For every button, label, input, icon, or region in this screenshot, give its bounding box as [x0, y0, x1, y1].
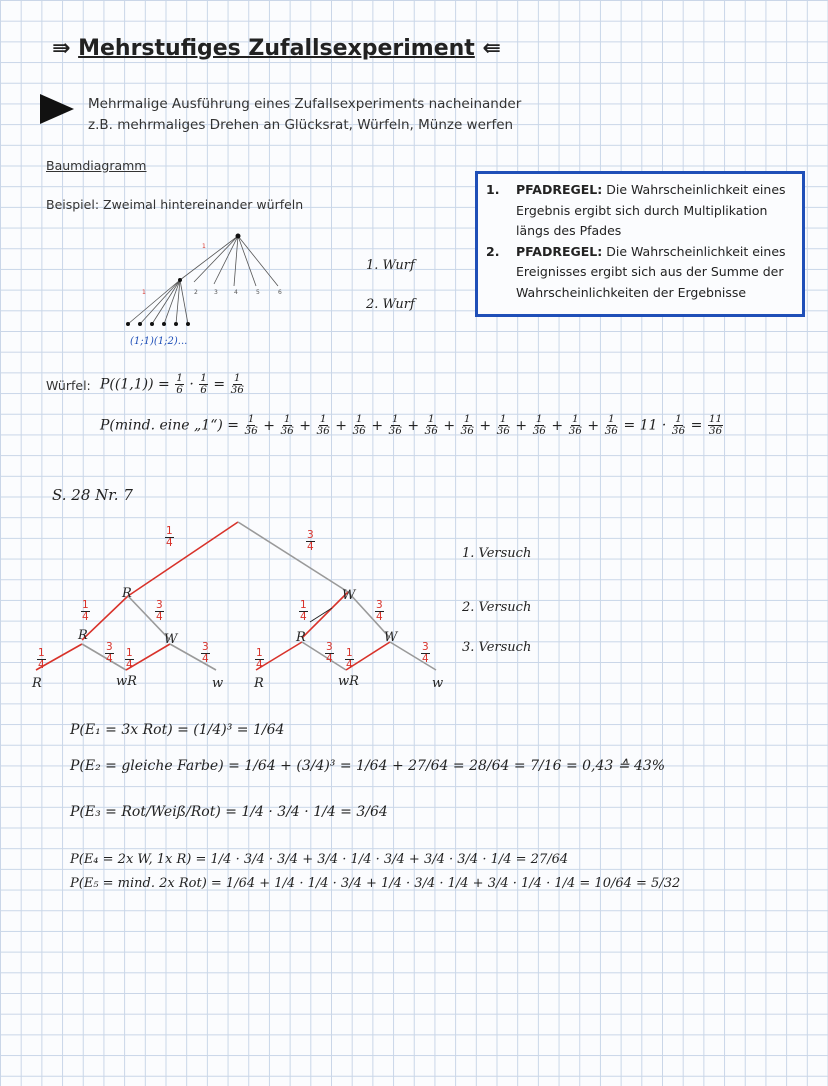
rule-2: 2. PFADREGEL: Die Wahrscheinlichkeit eines Ereignisses ergibt sich aus der Summe der Wahrscheinlichkeiten der Ergebnisse	[486, 243, 786, 300]
fraction-term: $\frac{1}{36}$	[568, 413, 582, 437]
title-arrow-left-icon: ⇛	[52, 36, 79, 61]
result-e3: P(E₃ = Rot/Weiß/Rot) = 1/4 · 3/4 · 1/4 = 3/64	[70, 804, 388, 820]
prob-label: $\frac{3}{4}$	[307, 529, 314, 553]
intro-line-2: z.B. mehrmaliges Drehen an Glücksrat, Würfeln, Münze werfen	[88, 117, 514, 133]
result-e5: P(E₅ = mind. 2x Rot) = 1/64 + 1/4 · 1/4 · 3/4 + 1/4 · 3/4 · 1/4 + 3/4 · 1/4 · 1/4 = 10/64 = 5/32	[70, 876, 681, 891]
node-label: R	[32, 676, 42, 691]
prob-label: $\frac{1}{4}$	[126, 647, 133, 671]
node-label: R	[254, 676, 264, 691]
result-e4: P(E₄ = 2x W, 1x R) = 1/4 · 3/4 · 3/4 + 3/4 · 1/4 · 3/4 + 3/4 · 3/4 · 1/4 = 27/64	[70, 852, 569, 867]
sum-terms: $\frac{1}{36}$ + $\frac{1}{36}$ + $\frac{1}{36}$ + $\frac{1}{36}$ + $\frac{1}{36}$ + $\frac{1}{36}$ + $\frac{1}{36}$ + $\frac{1}{36}$ + $\frac{1}{36}$ + $\frac{1}{36}$ + $\frac{1}{36}$	[244, 413, 618, 437]
rule-1: 1. PFADREGEL: Die Wahrscheinlichkeit eines Ergebnis ergibt sich durch Multiplikation längs des Pfades	[486, 182, 786, 238]
prob-label: $\frac{3}{4}$	[106, 641, 113, 665]
exercise-label: S. 28 Nr. 7	[52, 486, 133, 504]
prob-label: $\frac{3}{4}$	[156, 599, 163, 623]
svg-text:6: 6	[278, 289, 282, 296]
prob-label: $\frac{1}{4}$	[300, 599, 307, 623]
svg-text:2: 2	[194, 289, 198, 296]
fraction-term: $\frac{1}{36}$	[388, 413, 402, 437]
formula-mind-eine: P(mind. eine „1“) = $\frac{1}{36}$ + $\frac{1}{36}$ + $\frac{1}{36}$ + $\frac{1}{36}$ + $\frac{1}{36}$ + $\frac{1}{36}$ + $\frac{1}{36}$ + $\frac{1}{36}$ + $\frac{1}{36}$ + $\frac{1}{36}$ + $\frac{1}{36}$ = 11 · $\frac{1}{36}$ = $\frac{11}{36}$	[100, 413, 723, 437]
fraction-term: $\frac{1}{36}$	[604, 413, 618, 437]
svg-text:1: 1	[142, 289, 146, 296]
svg-text:3: 3	[214, 289, 218, 296]
fraction-term: $\frac{1}{36}$	[316, 413, 330, 437]
result-e2: P(E₂ = gleiche Farbe) = 1/64 + (3/4)³ = 1/64 + 27/64 = 28/64 = 7/16 = 0,43 ≙ 43%	[70, 758, 666, 774]
node-label: w	[212, 676, 224, 691]
formula-p11: P((1,1)) = $\frac{1}{6}$ · $\frac{1}{6}$ = $\frac{1}{36}$	[100, 372, 244, 396]
title-arrow-right-icon: ⇚	[474, 36, 501, 61]
prob-label: $\frac{1}{4}$	[82, 599, 89, 623]
fraction-term: $\frac{1}{36}$	[496, 413, 510, 437]
result-e1: P(E₁ = 3x Rot) = (1/4)³ = 1/64	[70, 722, 285, 738]
svg-text:1: 1	[202, 243, 206, 250]
prob-label: $\frac{3}{4}$	[202, 641, 209, 665]
section-heading: Baumdiagramm	[46, 158, 147, 173]
node-label: w	[432, 676, 444, 691]
node-label: R	[296, 630, 306, 645]
prob-label: $\frac{1}{4}$	[256, 647, 263, 671]
prob-label: $\frac{1}{4}$	[346, 647, 353, 671]
prob-label: $\frac{3}{4}$	[326, 641, 333, 665]
prob-label: $\frac{1}{4}$	[38, 647, 45, 671]
node-label: wR	[338, 674, 359, 689]
fraction-term: $\frac{1}{36}$	[460, 413, 474, 437]
prob-label: $\frac{3}{4}$	[376, 599, 383, 623]
play-triangle-icon	[38, 92, 76, 126]
svg-text:4: 4	[234, 289, 238, 296]
wuerfel-label: Würfel:	[46, 378, 91, 393]
stage-label-1: 1. Versuch	[462, 546, 532, 561]
fraction-term: $\frac{1}{36}$	[244, 413, 258, 437]
rules-box	[475, 171, 805, 317]
fraction-term: $\frac{1}{36}$	[424, 413, 438, 437]
node-label: W	[342, 588, 356, 603]
fraction-term: $\frac{1}{36}$	[280, 413, 294, 437]
node-label: R	[78, 628, 88, 643]
prob-label: $\frac{3}{4}$	[422, 641, 429, 665]
node-label: W	[164, 632, 178, 647]
prob-label: $\frac{1}{4}$	[166, 525, 173, 549]
tree1-leaf-note: (1;1)(1;2)...	[130, 336, 188, 347]
tree1-label-1: 1. Wurf	[366, 258, 415, 273]
fraction-term: $\frac{1}{36}$	[352, 413, 366, 437]
tree1-label-2: 2. Wurf	[366, 297, 415, 312]
page-title: ⇛ Mehrstufiges Zufallsexperiment ⇚	[52, 36, 501, 61]
svg-text:5: 5	[256, 289, 260, 296]
intro-line-1: Mehrmalige Ausführung eines Zufallsexperiments nacheinander	[88, 96, 522, 112]
stage-label-3: 3. Versuch	[462, 640, 532, 655]
node-label: W	[384, 630, 398, 645]
node-label: wR	[116, 674, 137, 689]
stage-label-2: 2. Versuch	[462, 600, 532, 615]
fraction-term: $\frac{1}{36}$	[532, 413, 546, 437]
node-label: R	[122, 586, 132, 601]
dice-tree-diagram	[110, 228, 310, 348]
example-text: Beispiel: Zweimal hintereinander würfeln	[46, 197, 304, 212]
